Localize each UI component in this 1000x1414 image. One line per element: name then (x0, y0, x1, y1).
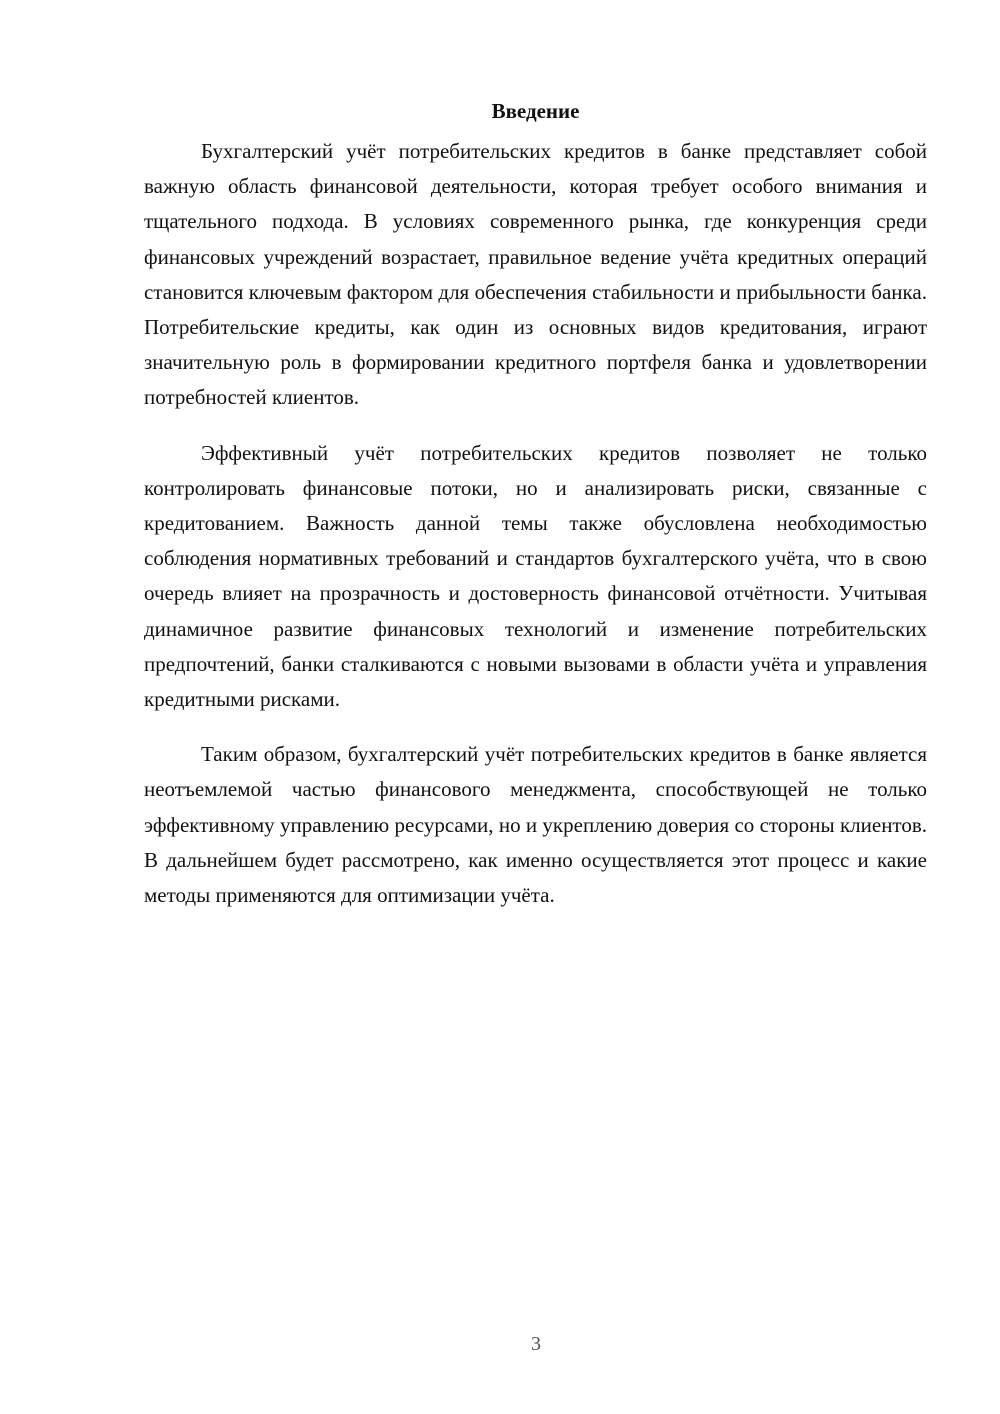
paragraph-1: Бухгалтерский учёт потребительских кредитов в банке представляет собой важную область финансовой деятельности, которая требует особого внимания и тщательного подхода. В условиях современного рынка, где конкуренция среди финансовых учреждений возрастает, правильное ведение учёта кредитных операций становится ключевым фактором для обеспечения стабильности и прибыльности банка. Потребительские кредиты, как один из основных видов кредитования, играют значительную роль в формировании кредитного портфеля банка и удовлетворении потребностей клиентов. (144, 139, 927, 410)
section-title: Введение (491, 99, 580, 123)
paragraph-3: Таким образом, бухгалтерский учёт потребительских кредитов в банке является неотъемлемой частью финансового менеджмента, способствующей не только эффективному управлению ресурсами, но и укреплению доверия со стороны клиентов. В дальнейшем будет рассмотрено, как именно осуществляется этот процесс и какие методы применяются для оптимизации учёта. (144, 742, 927, 908)
page-content (144, 96, 927, 933)
paragraph-2: Эффективный учёт потребительских кредитов позволяет не только контролировать финансовые потоки, но и анализировать риски, связанные с кредитованием. Важность данной темы также обусловлена необходимостью соблюдения нормативных требований и стандартов бухгалтерского учёта, что в свою очередь влияет на прозрачность и достоверность финансовой отчётности. Учитывая динамичное развитие финансовых технологий и изменение потребительских предпочтений, банки сталкиваются с новыми вызовами в области учёта и управления кредитными рисками. (144, 440, 927, 712)
page-number: 3 (531, 1333, 541, 1355)
